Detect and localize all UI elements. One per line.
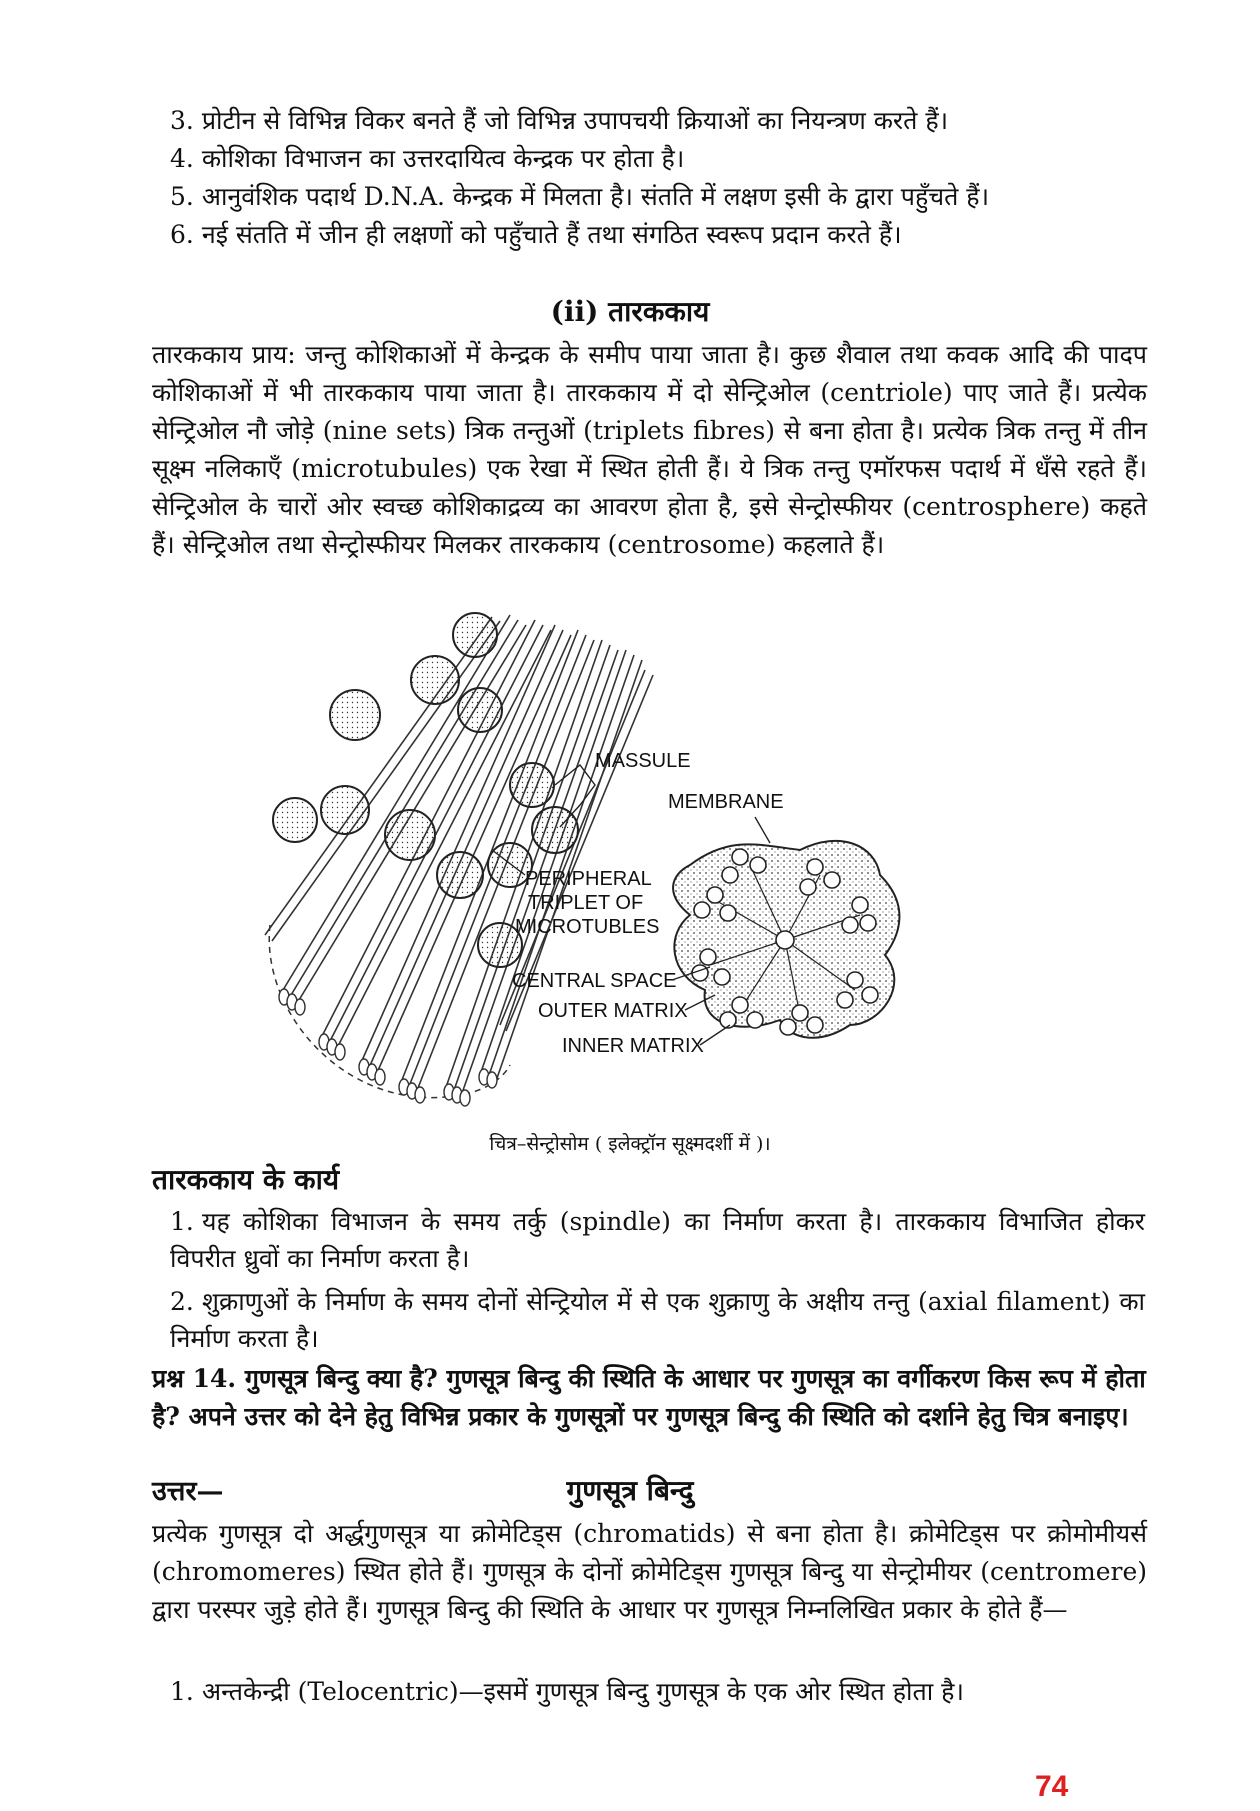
label-massule: MASSULE [595, 750, 691, 772]
inner-matrix-pointer [700, 1025, 730, 1045]
list-item [170, 1283, 1145, 1357]
list-text: शुक्राणुओं के निर्माण के समय दोनों सेन्ट्रियोल में से एक शुक्राणु के अक्षीय तन्तु (axial filament) का निर्माण करता है। [170, 1287, 1145, 1353]
functions-heading: तारककाय के कार्य [152, 1163, 340, 1196]
page-number: 74 [1035, 1770, 1069, 1803]
question-label: प्रश्न 14. [152, 1364, 237, 1393]
answer-paragraph: प्रत्येक गुणसूत्र दो अर्द्धगुणसूत्र या क्रोमेटिड्स (chromatids) से बना होता है। क्रोमेटिड्स पर क्रोमोमीयर्स (chromomeres) स्थित होते हैं। गुणसूत्र के दोनों क्रोमेटिड्स गुणसूत्र बिन्दु या सेन्ट्रोमीयर (centromere) द्वारा परस्पर जुड़े होते हैं। गुणसूत्र बिन्दु की स्थिति के आधार पर गुणसूत्र निम्नलिखित प्रकार के होते हैं— [152, 1519, 1147, 1624]
label-peripheral-2: TRIPLET OF [528, 892, 644, 914]
list-number: 1. [170, 1207, 194, 1236]
label-inner-matrix: INNER MATRIX [562, 1035, 704, 1057]
centrosome-paragraph: तारककाय प्राय: जन्तु कोशिकाओं में केन्द्रक के समीप पाया जाता है। कुछ शैवाल तथा कवक आदि की पादप कोशिकाओं में भी तारककाय पाया जाता है। तारककाय में दो सेन्ट्रिओल (centriole) पाए जाते हैं। प्रत्येक सेन्ट्रिओल नौ जोड़े (nine sets) त्रिक तन्तुओं (triplets fibres) से बना होता है। प्रत्येक त्रिक तन्तु में तीन सूक्ष्म नलिकाएँ (microtubules) एक रेखा में स्थित होती हैं। ये त्रिक तन्तु एमॉरफस पदार्थ में धँसे रहते हैं। सेन्ट्रिओल के चारों ओर स्वच्छ कोशिकाद्रव्य का आवरण होता है, इसे सेन्ट्रोस्फीयर (centrosphere) कहते हैं। सेन्ट्रिओल तथा सेन्ट्रोस्फीयर मिलकर तारककाय (centrosome) कहलाते हैं। [152, 340, 1147, 559]
list-number: 4. [170, 144, 194, 173]
label-central-space: CENTRAL SPACE [512, 970, 677, 992]
centrosome-figure [260, 595, 1040, 1135]
section-heading: (ii) तारककाय [550, 295, 710, 328]
list-item [170, 180, 989, 214]
list-number: 1. [170, 1677, 194, 1706]
centriole-outline [269, 925, 510, 1098]
list-number: 3. [170, 106, 194, 135]
label-peripheral-3: MICROTUBLES [515, 916, 660, 938]
label-peripheral-1: PERIPHERAL [525, 868, 652, 890]
list-text: प्रोटीन से विभिन्न विकर बनते हैं जो विभिन्न उपापचयी क्रियाओं का नियन्त्रण करते हैं। [201, 106, 949, 135]
list-item [170, 218, 902, 252]
list-text: नई संतति में जीन ही लक्षणों को पहुँचाते हैं तथा संगठित स्वरूप प्रदान करते हैं। [201, 220, 902, 249]
list-text: कोशिका विभाजन का उत्तरदायित्व केन्द्रक पर होता है। [201, 144, 685, 173]
question-text: गुणसूत्र बिन्दु क्या है? गुणसूत्र बिन्दु की स्थिति के आधार पर गुणसूत्र का वर्गीकरण किस रूप में होता है? अपने उत्तर को देने हेतु विभिन्न प्रकार के गुणसूत्रों पर गुणसूत्र बिन्दु की स्थिति को दर्शाने हेतु चित्र बनाइए। [152, 1364, 1146, 1431]
question-block [152, 1360, 1147, 1436]
list-number: 6. [170, 220, 194, 249]
label-membrane: MEMBRANE [668, 791, 784, 813]
label-outer-matrix: OUTER MATRIX [538, 1000, 688, 1022]
list-text: यह कोशिका विभाजन के समय तर्कु (spindle) का निर्माण करता है। तारककाय विभाजित होकर विपरीत ध्रुवों का निर्माण करता है। [170, 1207, 1145, 1273]
answer-heading: गुणसूत्र बिन्दु [566, 1474, 694, 1507]
list-text: अन्तकेन्द्री (Telocentric)—इसमें गुणसूत्र बिन्दु गुणसूत्र के एक ओर स्थित होता है। [202, 1677, 964, 1706]
figure-caption: चित्र–सेन्ट्रोसोम ( इलेक्ट्रॉन सूक्ष्मदर्शी में )। [489, 1133, 771, 1155]
membrane-pointer [755, 817, 770, 843]
list-number: 5. [170, 182, 194, 211]
list-item [170, 1203, 1145, 1277]
list-item [170, 104, 948, 138]
list-number: 2. [170, 1287, 194, 1316]
list-item [170, 1673, 1145, 1710]
list-text: आनुवंशिक पदार्थ D.N.A. केन्द्रक में मिलता है। संतति में लक्षण इसी के द्वारा पहुँचते हैं। [201, 182, 990, 211]
answer-label: उत्तर— [152, 1476, 224, 1507]
list-item [170, 142, 684, 176]
